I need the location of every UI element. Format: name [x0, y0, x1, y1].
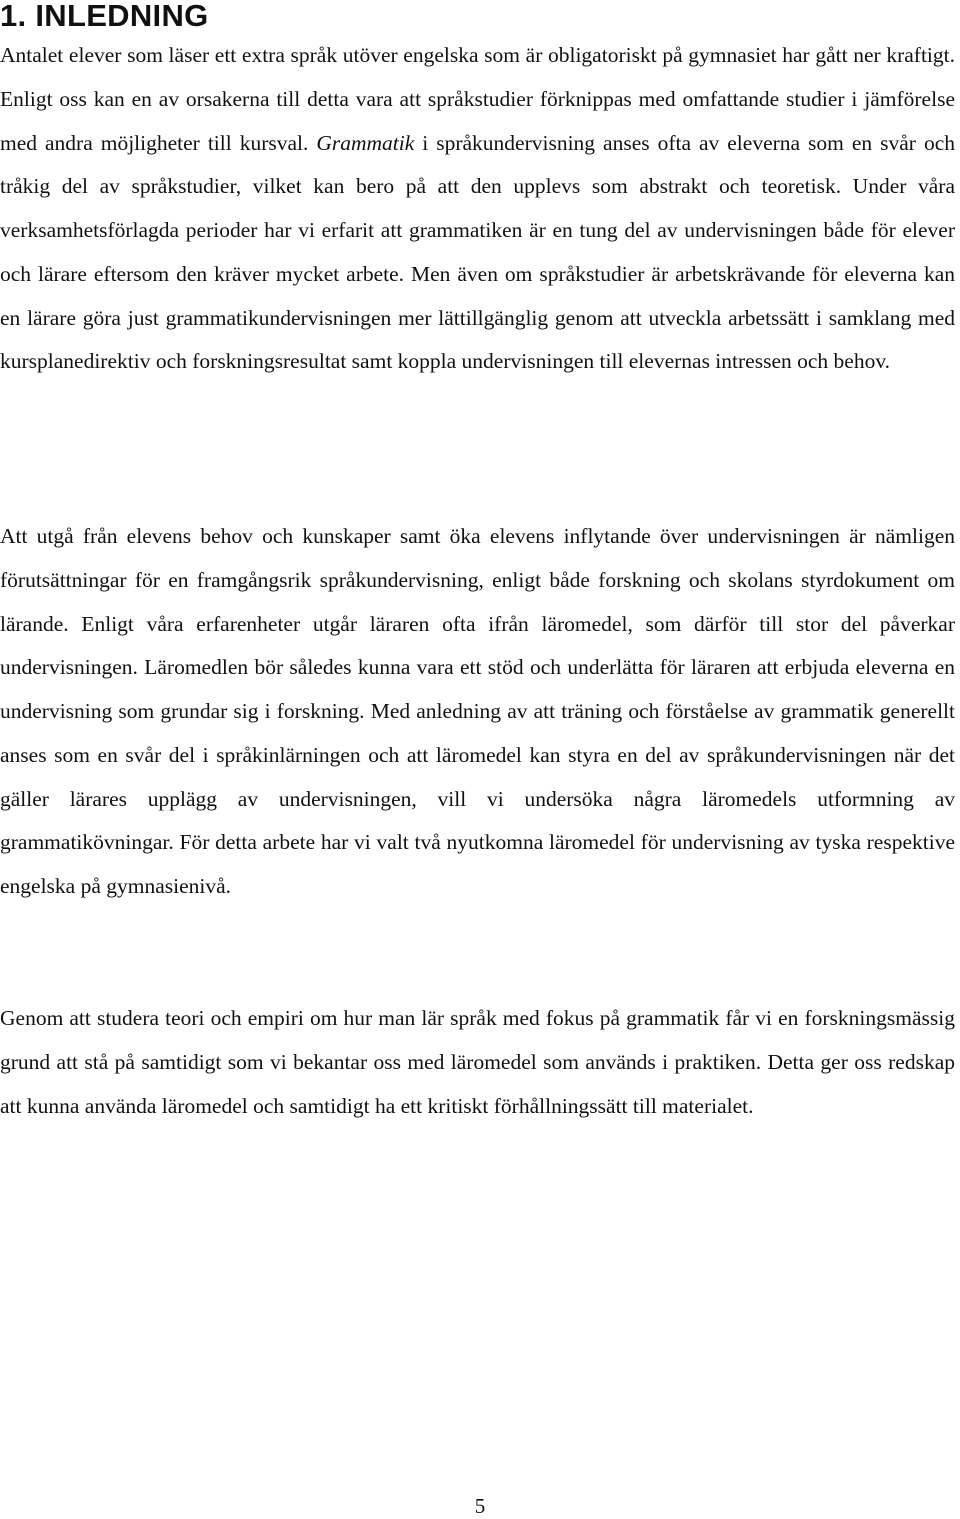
- page-number: 5: [474, 1494, 486, 1518]
- paragraph-1-text-start: Antalet elever som läser ett extra språk utöver engelska som är obligatoriskt på gymnasiet har gått ner kraftigt. Enligt oss kan en av orsakerna till detta vara att språkstudier förknippas med omfattande studier i jämförelse med andra möjligheter till kursval.: [0, 43, 955, 155]
- italic-term-grammatik: Grammatik: [316, 130, 415, 155]
- paragraph-1-text-end: i språkundervisning anses ofta av eleverna som en svår och tråkig del av språkstudier, vilket kan bero på att den upplevs som abstrakt och teoretisk. Under våra verksamhetsförlagda perioder har vi erfarit att grammatiken är en tung del av undervisningen både för elever och lärare eftersom den kräver mycket arbete. Men även om språkstudier är arbetskrävande för eleverna kan en lärare göra just grammatikundervisningen mer lättillgänglig genom att utveckla arbetssätt i samklang med kursplanedirektiv och forskningsresultat samt koppla undervisningen till elevernas intressen och behov.: [0, 130, 955, 374]
- paragraph-2: Att utgå från elevens behov och kunskaper samt öka elevens inflytande över undervisningen är nämligen förutsättningar för en framgångsrik språkundervisning, enligt både forskning och skolans styrdokument om lärande. Enligt våra erfarenheter utgår läraren ofta ifrån läromedel, som därför till stor del påverkar undervisningen. Läromedlen bör således kunna vara ett stöd och underlätta för läraren att erbjuda eleverna en undervisning som grundar sig i forskning. Med anledning av att träning och förståelse av grammatik generellt anses som en svår del i språkinlärningen och att läromedel kan styra en del av språkundervisningen när det gäller lärares upplägg av undervisningen, vill vi undersöka några läromedels utformning av grammatikövningar. För detta arbete har vi valt två nyutkomna läromedel för undervisning av tyska respektive engelska på gymnasienivå.: [0, 524, 955, 898]
- paragraph-1: [0, 34, 955, 384]
- paragraph-3: Genom att studera teori och empiri om hur man lär språk med fokus på grammatik får vi en forskningsmässig grund att stå på samtidigt som vi bekantar oss med läromedel som används i praktiken. Detta ger oss redskap att kunna använda läromedel och samtidigt ha ett kritiskt förhållningssätt till materialet.: [0, 1006, 955, 1118]
- section-heading: 1. INLEDNING: [0, 0, 209, 33]
